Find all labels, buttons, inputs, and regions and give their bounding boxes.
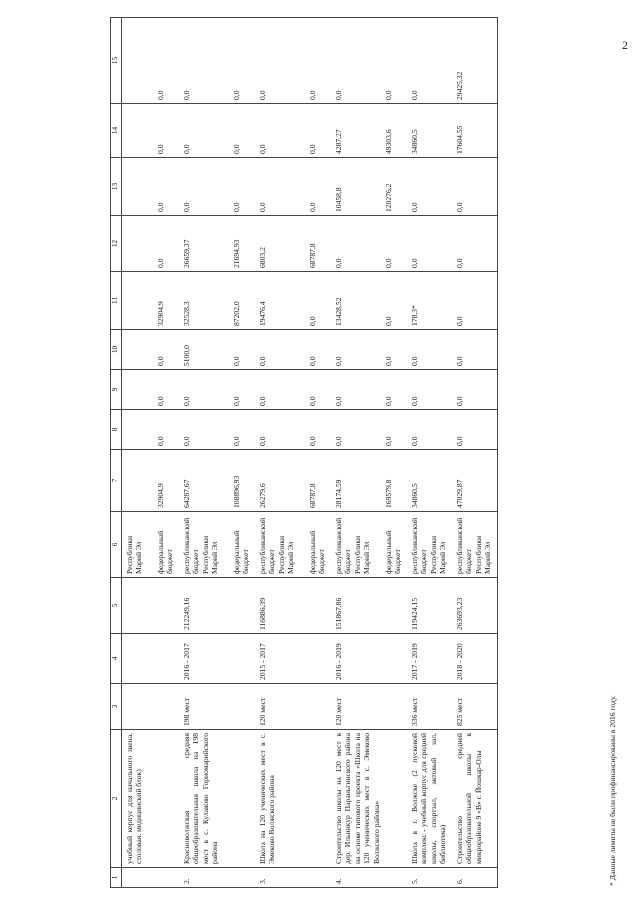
value-cell: [331, 158, 407, 216]
value: 0,0: [156, 202, 165, 212]
table-row: [255, 18, 331, 888]
value: 0,0: [232, 356, 242, 366]
value-cell: [452, 450, 497, 512]
value-cell: [452, 410, 497, 450]
value-cell: [122, 370, 179, 410]
value-cell: [452, 330, 497, 370]
value: 0,0: [333, 436, 343, 446]
value: 0,0: [181, 202, 191, 212]
value: 5100,0: [181, 345, 191, 366]
value-cell: [407, 330, 452, 370]
period: 2016 - 2019: [331, 634, 407, 684]
row-index: 6.: [452, 868, 497, 888]
object-name: Красноволжская средняя общеобразовательная школа на 198 мест в с. Кулаково Горномарийского района: [179, 730, 255, 868]
value: 64287,67: [181, 479, 191, 508]
header-cell: 5: [111, 578, 122, 634]
total-cost: 263693,23: [452, 578, 497, 634]
value-cell: [122, 272, 179, 330]
funding-source: [331, 512, 407, 578]
value: 0,0: [384, 316, 394, 326]
header-cell: 8: [111, 410, 122, 450]
value: 0,0: [257, 202, 267, 212]
value: 120276,2: [384, 183, 394, 212]
row-index: 2.: [179, 868, 255, 888]
funding-source: [179, 512, 255, 578]
value: 0,0: [409, 202, 419, 212]
header-cell: 15: [111, 18, 122, 104]
value-cell: [407, 410, 452, 450]
table-row: [122, 18, 179, 888]
value: 0,0: [308, 316, 318, 326]
value: 0,0: [384, 90, 394, 100]
value-cell: [179, 216, 255, 272]
value: 0,0: [156, 356, 165, 366]
value-cell: [255, 104, 331, 158]
capacity: 825 мест: [452, 684, 497, 730]
value: 0,0: [384, 396, 394, 406]
period: 2017 - 2019: [407, 634, 452, 684]
value: 0,0: [308, 202, 318, 212]
value-cell: [331, 104, 407, 158]
object-name: Школа в г. Волжске (2 пусковой комплекс - учебный корпус для средней школы, спортзал, актовый зал, библиотека): [407, 730, 452, 868]
value: 0,0: [181, 90, 191, 100]
header-cell: 3: [111, 684, 122, 730]
table-row: [179, 18, 255, 888]
value-cell: [179, 450, 255, 512]
value: 0,0: [384, 356, 394, 366]
value-cell: [331, 410, 407, 450]
value-cell: [407, 216, 452, 272]
value-cell: [255, 330, 331, 370]
value: 0,0: [333, 258, 343, 268]
value: 0,0: [409, 436, 419, 446]
value: 21694,93: [232, 239, 242, 268]
value: 34860,5: [409, 483, 419, 508]
funding-source: [255, 512, 331, 578]
object-name: Строительство школы на 120 мест в дер. Ильинкур Параньгинского района на основе типового проекта «Школа на 120 ученических мест в с. Эмеково Волжского района»: [331, 730, 407, 868]
value: 68787,8: [308, 243, 318, 268]
value-cell: [179, 158, 255, 216]
value-cell: [407, 370, 452, 410]
row-index: 4.: [331, 868, 407, 888]
object-name: Строительство средней общеобразовательной школы в микрорайоне 9 «В» г. Йошкар-Олы: [452, 730, 497, 868]
header-cell: 6: [111, 512, 122, 578]
value: 0,0: [181, 144, 191, 154]
value: 178,3*: [409, 305, 419, 326]
value: 10458,8: [333, 187, 343, 212]
value: 0,0: [181, 436, 191, 446]
value: 0,0: [308, 436, 318, 446]
value: 0,0: [257, 90, 267, 100]
capacity: 120 мест: [331, 684, 407, 730]
header-cell: 10: [111, 330, 122, 370]
funding-source-label: федеральный бюджет: [155, 530, 175, 574]
value: 0,0: [232, 436, 242, 446]
budget-table: [110, 17, 498, 888]
value: 0,0: [156, 90, 165, 100]
value: 0,0: [454, 396, 464, 406]
value: 0,0: [454, 436, 464, 446]
value-cell: [407, 158, 452, 216]
table-row: [331, 18, 407, 888]
value-cell: [179, 104, 255, 158]
value-cell: [331, 450, 407, 512]
header-cell: 7: [111, 450, 122, 512]
value-cell: [331, 216, 407, 272]
value: 68787,8: [308, 483, 318, 508]
value-cell: [179, 18, 255, 104]
value-cell: [255, 18, 331, 104]
capacity: [122, 684, 179, 730]
value: 0,0: [308, 356, 318, 366]
total-cost: 116886,39: [255, 578, 331, 634]
value-cell: [407, 18, 452, 104]
value-cell: [122, 330, 179, 370]
value: 0,0: [409, 258, 419, 268]
value: 0,0: [384, 436, 394, 446]
header-cell: 13: [111, 158, 122, 216]
value: 0,0: [409, 356, 419, 366]
value: 26659,37: [181, 239, 191, 268]
value-cell: [331, 18, 407, 104]
funding-source-label: федеральный бюджет: [307, 530, 327, 574]
value-cell: [122, 410, 179, 450]
value-cell: [452, 272, 497, 330]
value-cell: [407, 272, 452, 330]
period: [122, 634, 179, 684]
value: 0,0: [156, 436, 165, 446]
funding-source: [452, 512, 497, 578]
value-cell: [331, 370, 407, 410]
funding-source-label: республиканский бюджет Республики Марий Эл: [333, 517, 372, 574]
value-cell: [255, 410, 331, 450]
footnote: * Данные лимиты не были профинансированы в 2016 году.: [608, 695, 617, 886]
value-cell: [179, 272, 255, 330]
header-cell: 12: [111, 216, 122, 272]
period: 2016 - 2017: [179, 634, 255, 684]
value: 19476,4: [257, 301, 267, 326]
value: 6803,2: [257, 247, 267, 268]
value-cell: [407, 104, 452, 158]
value: 0,0: [156, 144, 165, 154]
value: 32528,3: [181, 301, 191, 326]
value-cell: [255, 158, 331, 216]
page-number: 2: [622, 38, 628, 52]
value: 0,0: [454, 202, 464, 212]
funding-source-label: республиканский бюджет Республики Марий Эл: [257, 517, 296, 574]
value: 0,0: [333, 90, 343, 100]
value: 28174,59: [333, 479, 343, 508]
table-row: [407, 18, 452, 888]
header-row: [111, 18, 122, 888]
value: 87202,0: [232, 301, 242, 326]
object-name: Школа на 120 ученических мест в с. Эмеково Волжского района: [255, 730, 331, 868]
value-cell: [255, 272, 331, 330]
total-cost: 212249,16: [179, 578, 255, 634]
value: 0,0: [257, 436, 267, 446]
value-cell: [331, 330, 407, 370]
value: 0,0: [257, 396, 267, 406]
value-cell: [255, 450, 331, 512]
value: 0,0: [257, 356, 267, 366]
value: 47029,87: [454, 479, 464, 508]
funding-source-label: республиканский бюджет Республики Марий Эл: [409, 517, 448, 574]
value: 34860,5: [409, 129, 419, 154]
value: 17604,55: [454, 125, 464, 154]
capacity: 198 мест: [179, 684, 255, 730]
value: 29425,32: [454, 71, 464, 100]
total-cost: 119424,15: [407, 578, 452, 634]
value: 0,0: [232, 202, 242, 212]
funding-source-label: республиканский бюджет Республики Марий Эл: [181, 517, 220, 574]
value: 0,0: [454, 356, 464, 366]
value-cell: [122, 450, 179, 512]
value: 0,0: [257, 144, 267, 154]
value-cell: [452, 104, 497, 158]
value-cell: [452, 216, 497, 272]
value: 0,0: [232, 396, 242, 406]
header-cell: 2: [111, 730, 122, 868]
value-cell: [331, 272, 407, 330]
value: 0,0: [308, 396, 318, 406]
period: 2018 - 2020: [452, 634, 497, 684]
capacity: 336 мест: [407, 684, 452, 730]
value-cell: [255, 216, 331, 272]
value-cell: [452, 18, 497, 104]
value-cell: [255, 370, 331, 410]
header-cell: 1: [111, 868, 122, 888]
value: 0,0: [454, 316, 464, 326]
total-cost: [122, 578, 179, 634]
value-cell: [452, 158, 497, 216]
funding-source: [407, 512, 452, 578]
header-cell: 11: [111, 272, 122, 330]
value: 0,0: [333, 356, 343, 366]
value-cell: [122, 104, 179, 158]
value: 0,0: [384, 258, 394, 268]
value: 0,0: [156, 396, 165, 406]
value: 32904,9: [156, 483, 165, 508]
row-index: 3.: [255, 868, 331, 888]
value-cell: [179, 370, 255, 410]
value: 13428,52: [333, 297, 343, 326]
value-cell: [122, 18, 179, 104]
row-index: [122, 868, 179, 888]
period: 2015 - 2017: [255, 634, 331, 684]
value-cell: [179, 330, 255, 370]
value: 26279,6: [257, 483, 267, 508]
value: 0,0: [181, 396, 191, 406]
funding-source-label: Республики Марий Эл: [125, 535, 144, 574]
header-cell: 9: [111, 370, 122, 410]
object-name: учебный корпус для начального звена, столовая, медицинский блок): [122, 730, 179, 868]
header-cell: 14: [111, 104, 122, 158]
value: 0,0: [156, 258, 165, 268]
value-cell: [122, 216, 179, 272]
value: 108896,93: [232, 475, 242, 508]
funding-source-label: федеральный бюджет: [383, 530, 403, 574]
value-cell: [452, 370, 497, 410]
value: 0,0: [308, 144, 318, 154]
value: 169579,8: [384, 479, 394, 508]
value: 0,0: [454, 258, 464, 268]
header-cell: 4: [111, 634, 122, 684]
value: 0,0: [308, 90, 318, 100]
value: 0,0: [333, 396, 343, 406]
funding-source-label: федеральный бюджет: [231, 530, 251, 574]
value-cell: [179, 410, 255, 450]
value: 4287,27: [333, 129, 343, 154]
funding-source-label: республиканский бюджет Республики Марий Эл: [454, 517, 493, 574]
value: 0,0: [232, 90, 242, 100]
value: 0,0: [232, 144, 242, 154]
funding-source: [122, 512, 179, 578]
value-cell: [407, 450, 452, 512]
value: 0,0: [409, 396, 419, 406]
total-cost: 151867,86: [331, 578, 407, 634]
value: 0,0: [409, 90, 419, 100]
value: 32904,9: [156, 301, 165, 326]
value-cell: [122, 158, 179, 216]
table-row: [452, 18, 497, 888]
rotated-table-page: [110, 18, 622, 888]
row-index: 5.: [407, 868, 452, 888]
value: 49303,6: [384, 129, 394, 154]
capacity: 120 мест: [255, 684, 331, 730]
